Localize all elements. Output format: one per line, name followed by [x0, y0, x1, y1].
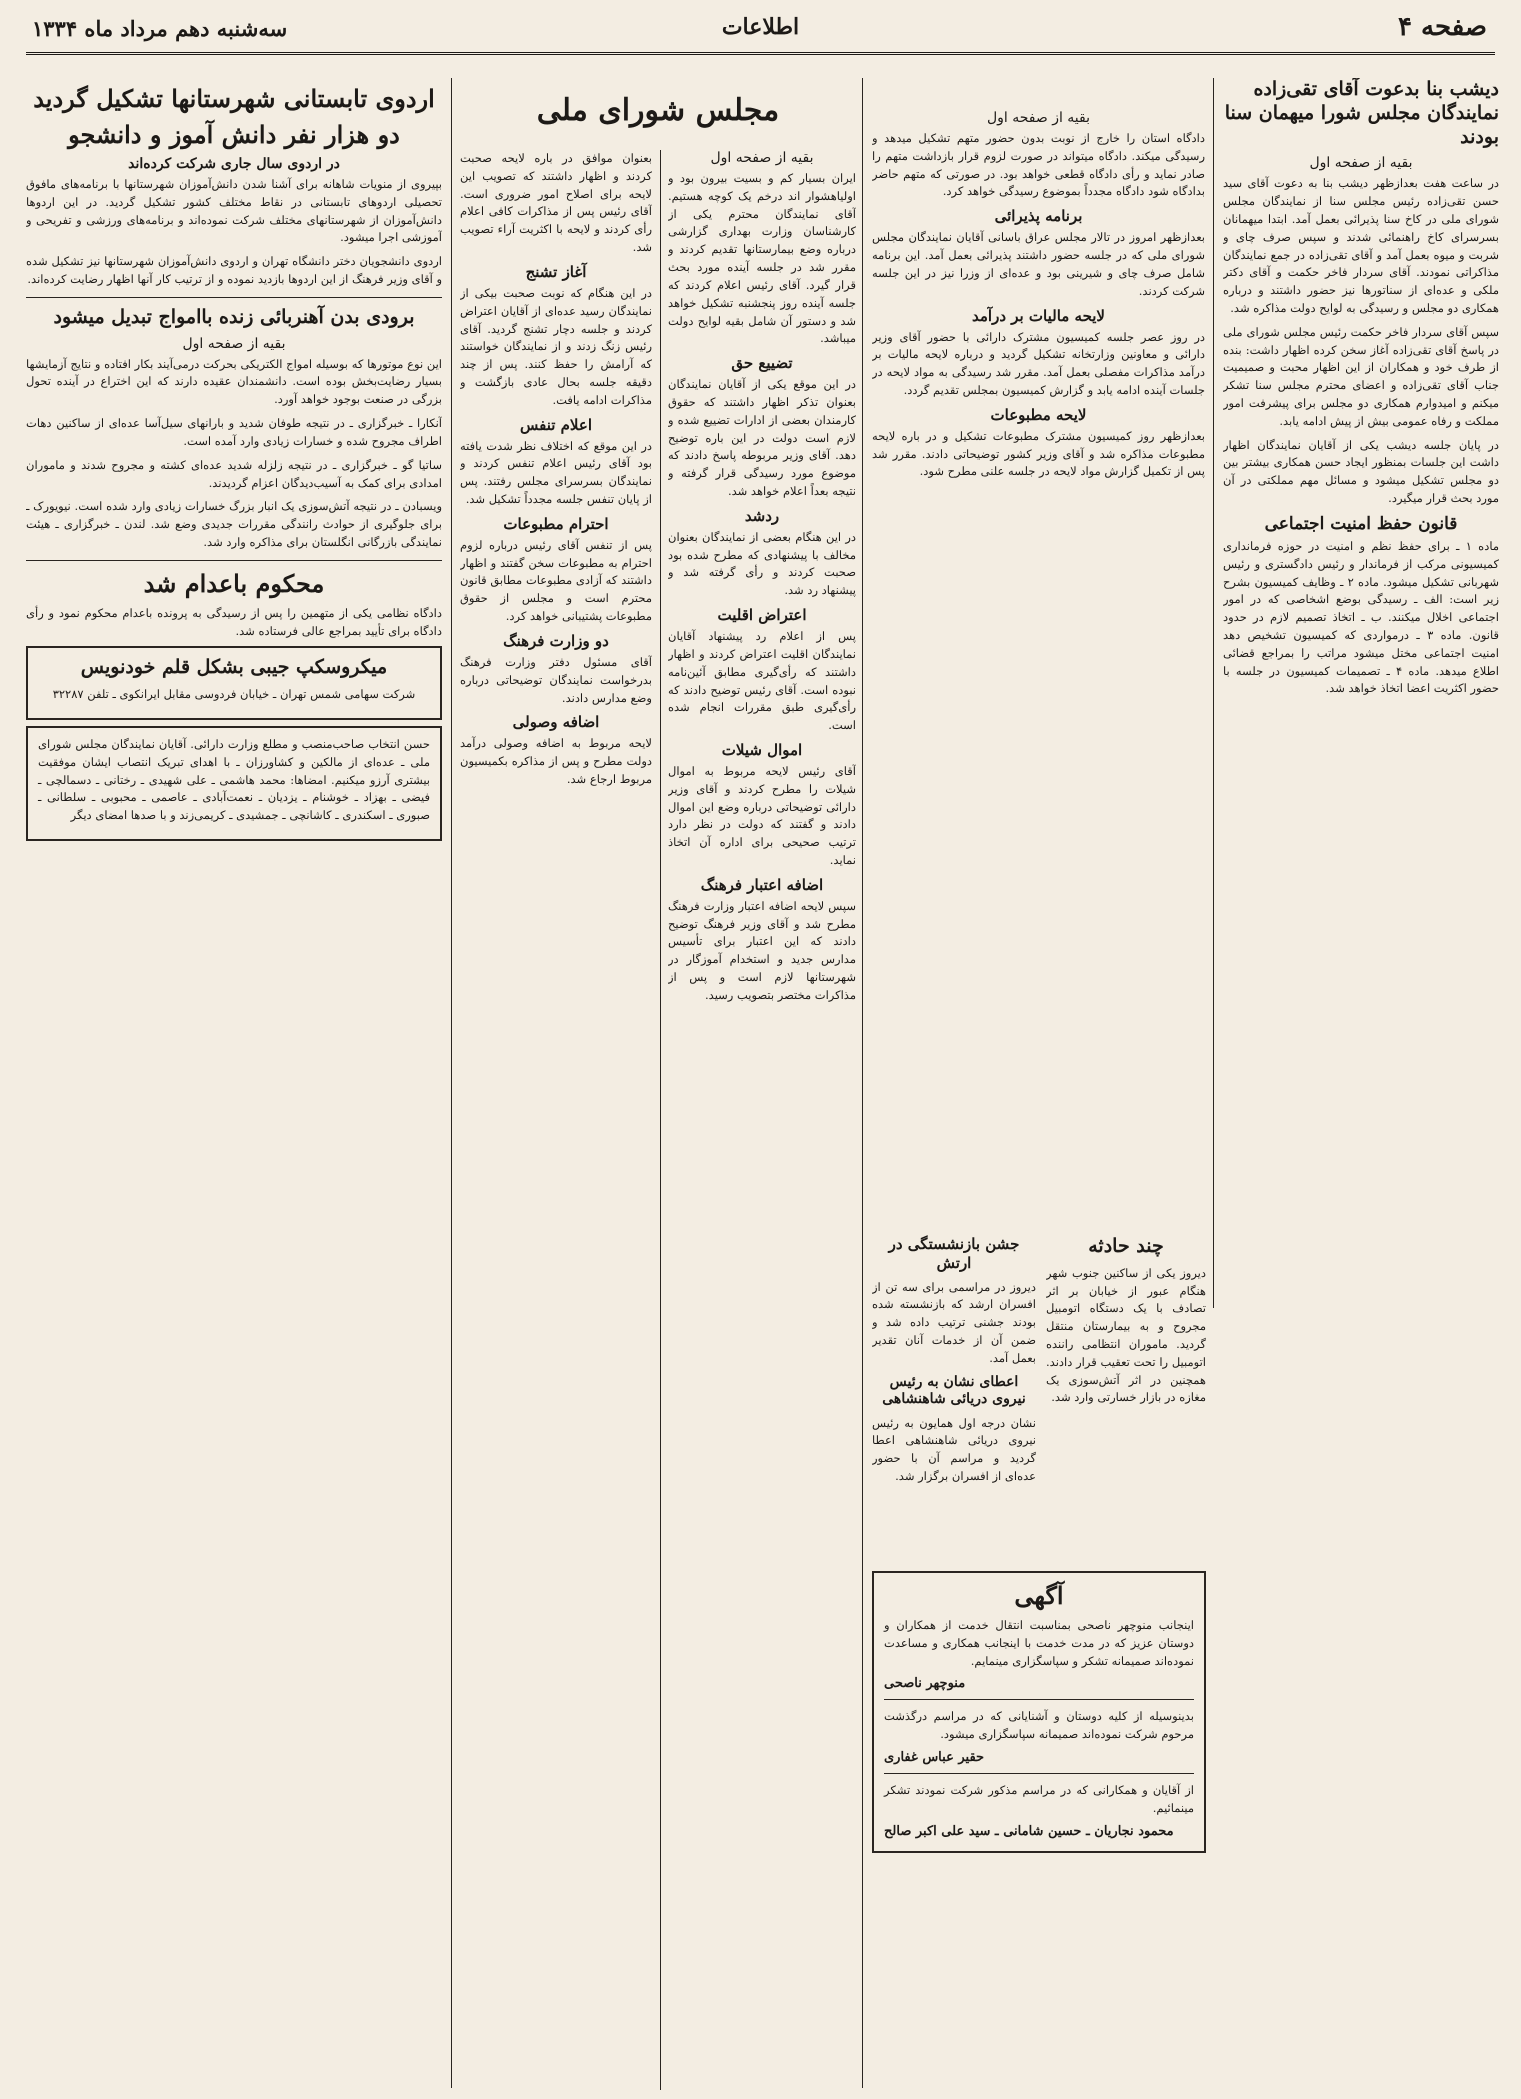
newspaper-name: اطلاعات: [721, 14, 800, 40]
notice-army: [872, 1235, 1036, 1555]
page-number: صفحه ۴: [1398, 12, 1487, 42]
notice-title: چند حادثه: [1088, 1235, 1164, 1257]
ad-congratulations: [26, 726, 442, 841]
column-right: [1223, 78, 1499, 2088]
continued-label: بقیه از صفحه اول: [1309, 155, 1413, 172]
article-text: سپس لایحه اضافه اعتبار وزارت فرهنگ مطرح شد و آقای وزیر فرهنگ توضیح دادند که این اعتبار برای تأسیس مدارس جدید و استخدام آموزگار در شهرستانها لازم است و پس از مذاکرات مختصر بتصویب رسید.: [668, 898, 856, 1002]
section-heading: لایحه مطبوعات: [990, 405, 1087, 424]
article-text: دادگاه استان را خارج از نوبت بدون حضور متهم تشکیل میدهد و رسیدگی میکند. دادگاه میتواند در صورت لزوم قرار بازداشت متهم را صادر نماید و رأی دادگاه قطعی خواهد بود. در صورتی که متهم حاضر بدادگاه شود دادگاه مجدداً بموضوع رسیدگی خواهد کرد.: [872, 131, 1205, 199]
column-divider: [862, 78, 863, 2088]
subheadline: در اردوی سال جاری شرکت کرده‌اند: [128, 156, 340, 172]
section-heading: اضافه اعتبار فرهنگ: [700, 875, 824, 894]
article-text: بعدازظهر روز کمیسیون مشترک مطبوعات تشکیل و در باره لایحه مطبوعات مذاکره شد و آقای وزیر کشور توضیحاتی دادند. مقرر شد پس از تکمیل گزارش مواد لایحه در جلسه علنی مطرح شود.: [872, 428, 1205, 479]
continued-label: بقیه از صفحه اول: [986, 110, 1091, 126]
masthead: [0, 0, 1521, 68]
notice-title: جشن بازنشستگی در ارتش: [888, 1235, 1020, 1272]
notice-text: دیروز یکی از ساکنین جنوب شهر هنگام عبور از خیابان بر اثر تصادف با یک دستگاه اتومبیل مجروح و به بیمارستان منتقل گردید. ماموران انتظامی راننده اتومبیل را تحت تعقیب قرار دادند. همچنین در اثر آتش‌سوزی یک مغازه در بازار خسارتی وارد شد.: [1046, 1265, 1206, 1405]
ad-title: میکروسکپ جیبی بشکل قلم خودنویس: [80, 656, 388, 679]
column-left: [26, 84, 442, 2084]
notice-signature: حقیر عباس غفاری: [884, 1750, 985, 1766]
article-text: آقای مسئول دفتر وزارت فرهنگ بدرخواست نمایندگان توضیحاتی درباره وضع مدارس دادند.: [460, 654, 652, 705]
section-heading: اموال شیلات: [721, 740, 803, 759]
notice-text: از آقایان و همکارانی که در مراسم مذکور شرکت نمودند تشکر مینمائیم.: [884, 1783, 1194, 1815]
headline-camp: اردوی تابستانی شهرستانها تشکیل گردید: [33, 84, 435, 113]
divider: [26, 297, 442, 298]
notice-title: آگهی: [1014, 1581, 1064, 1610]
article-text: بپیروی از منویات شاهانه برای آشنا شدن دانش‌آموزان شهرستانها با برنامه‌های مافوق تحصیلی اردوهای تابستانی در نقاط مختلف کشور تشکیل گردید. در این اردوها دانش‌آموزان از شهرستانهای مختلف شرکت نموده‌اند و برنامه‌های ورزشی و تفریحی و آموزشی اجرا میشود.: [26, 177, 442, 245]
article-text: اردوی دانشجویان دختر دانشگاه تهران و اردوی دانش‌آموزان شهرستانها نیز تشکیل شده و آقای وزیر فرهنگ از این اردوها بازدید نموده و از ترتیب کار آنها اظهار رضایت کرده‌اند.: [26, 254, 442, 287]
article-text: در پایان جلسه دیشب یکی از آقایان نمایندگان اظهار داشت این جلسات بمنظور ایجاد حسن همکاری بیشتر بین دو مجلس تشکیل میشود و مسائل مهم مملکتی در آن مورد بحث قرار میگیرد.: [1223, 437, 1499, 506]
article-text: پس از تنفس آقای رئیس درباره لزوم احترام به مطبوعات سخن گفتند و اظهار داشتند که آزادی مطبوعات مطابق قانون محترم است و مجلس از حقوق مطبوعات پشتیبانی خواهد کرد.: [460, 537, 652, 624]
article-text: آنکارا ـ خبرگزاری ـ در نتیجه طوفان شدید و بارانهای سیل‌آسا عده‌ای از ساکنین دهات اطراف مجروح شده و خسارات زیادی وارد آمده است.: [26, 416, 442, 448]
section-heading: آغاز تشنج: [525, 262, 587, 281]
article-text: این نوع موتورها که بوسیله امواج الکتریکی بحرکت درمی‌آیند بکار افتاده و نتایج آزمایشها بسیار رضایت‌بخش بوده است. دانشمندان عقیده دارند که این اختراع در آینده تحول بزرگی در صنعت بوجود خواهد آورد.: [26, 356, 442, 407]
headline-verdict: محکوم باعدام شد: [143, 568, 325, 598]
column-center: [668, 150, 856, 2080]
section-heading: اضافه وصولی: [512, 713, 600, 732]
article-text: در روز عصر جلسه کمیسیون مشترک دارائی با حضور آقای وزیر دارائی و معاونین وزارتخانه تشکیل گردید و درباره لایحه مالیات بر درآمد مذاکرات مفصلی بعمل آمد. مقرر شد رسیدگی به مواد لایحه در جلسات آینده ادامه یابد و گزارش کمیسیون بمجلس تقدیم گردد.: [872, 329, 1205, 397]
article-text: ویسبادن ـ در نتیجه آتش‌سوزی یک انبار بزرگ خسارات زیادی وارد شده است. نیویورک ـ برای جلوگیری از حوادث رانندگی مقررات جدیدی وضع شد. لندن ـ خبرگزاری ـ هیئت نمایندگی بازرگانی انگلستان برای مذاکره وارد شد.: [26, 499, 442, 549]
column-divider: [660, 150, 661, 2090]
divider: [26, 560, 442, 561]
section-heading: احترام مطبوعات: [503, 514, 609, 533]
article-text: ماده ۱ ـ برای حفظ نظم و امنیت در حوزه فرمانداری کمیسیونی مرکب از فرماندار و رئیس دادگستری و رئیس شهربانی تشکیل میشود. ماده ۲ ـ وظایف کمیسیون بشرح زیر است: الف ـ رسیدگی بوضع اشخاصی که در امور اجتماعی اخلال میکنند. ب ـ اتخاذ تصمیم لازم در حدود قانون. ماده ۳ ـ درمواردی که کمیسیون تشخیص دهد امنیت اجتماعی مختل میشود مراتب را بمراجع قضائی اطلاع میدهد. ماده ۴ ـ تصمیمات کمیسیون در جلسه با حضور اکثریت اعضا اتخاذ خواهد شد.: [1223, 538, 1499, 696]
masthead-rule: [26, 52, 1495, 55]
article-text: در این هنگام بعضی از نمایندگان بعنوان مخالف با پیشنهادی که مطرح شده بود صحبت کردند و رأی گرفته شد و پیشنهاد رد شد.: [668, 529, 856, 598]
article-text: ایران بسیار کم و بسیت بیرون بود و اولیاهشوار اند درخم یک کوچه هستیم. آقای نمایندگان محترم یکی از کارشناسان وزارت بهداری گزارشی درباره وضع بیمارستانها تقدیم کردند و مقرر شد در جلسه آینده مورد بحث قرار گیرد. آقای رئیس اعلام کردند که جلسه آینده روز پنجشنبه تشکیل خواهد شد و دستور آن شامل بقیه لوایح دولت میباشد.: [668, 171, 856, 346]
ad-text: شرکت سهامی شمس تهران ـ خیابان فردوسی مقابل ایرانکوی ـ تلفن ۳۲۲۸۷: [52, 687, 416, 702]
section-heading: برنامه پذیرائی: [994, 207, 1083, 226]
column-midright: [872, 110, 1205, 1230]
section-heading: تضییع حق: [731, 354, 793, 373]
article-text: ساتیا گو ـ خبرگزاری ـ در نتیجه زلزله شدید عده‌ای کشته و مجروح شدند و ماموران امدادی برای کمک به آسیب‌دیدگان اعزام گردیدند.: [26, 457, 442, 490]
divider: [884, 1699, 1194, 1700]
column-divider: [1213, 78, 1214, 1308]
notice-text: بدینوسیله از کلیه دوستان و آشنایانی که در مراسم درگذشت مرحوم شرکت نموده‌اند صمیمانه سپاسگزاری میشود.: [884, 1709, 1194, 1742]
article-text: بعدازظهر امروز در تالار مجلس عراق باسانی آقایان نمایندگان مجلس شورای ملی که در جلسه حضور داشتند پذیرائی بعمل آمد. این برنامه شامل صرف چای و شیرینی بود و عده‌ای از وزرا نیز در این جلسه شرکت کردند.: [872, 230, 1205, 298]
notice-title: اعطای نشان به رئیس نیروی دریائی شاهنشاهی: [882, 1373, 1026, 1408]
section-heading: اعلام تنفس: [520, 415, 592, 434]
headline-science: برودی بدن آهنربائی زنده باامواج تبدیل میشود: [53, 305, 415, 328]
continued-label: بقیه از صفحه اول: [710, 150, 814, 166]
article-text: در این موقع یکی از آقایان نمایندگان بعنوان تذکر اظهار داشتند که حقوق کارمندان بعضی از ادارات تضییع شده و لازم است دولت در این باره توضیح دهد. آقای وزیر مربوطه پاسخ دادند که موضوع مورد رسیدگی قرار گرفته و نتیجه بعداً اعلام خواهد شد.: [668, 377, 856, 498]
headline-parliament: مجلس شورای ملی: [536, 93, 780, 128]
notice-signature: محمود نجاریان ـ حسین شامانی ـ سید علی اکبر صالح: [884, 1823, 1174, 1839]
notice-text: نشان درجه اول همایون به رئیس نیروی دریائی شاهنشاهی اعطا گردید و مراسم آن با حضور عده‌ای از افسران برگزار شد.: [872, 1415, 1036, 1483]
notice-signature: منوچهر ناصحی: [884, 1676, 966, 1692]
notice-incidents: [1046, 1235, 1206, 1555]
parliament-headline-box: [461, 92, 855, 152]
column-midleft: [460, 150, 652, 2080]
ad-notice: [872, 1565, 1206, 2080]
headline-senate: دیشب بنا بدعوت آقای تقی‌زاده نمایندگان مجلس شورا میهمان سنا بودند: [1224, 78, 1499, 148]
section-heading: دو وزارت فرهنگ: [503, 631, 609, 650]
section-heading: ردشد: [744, 506, 780, 525]
article-text: در این موقع که اختلاف نظر شدت یافته بود آقای رئیس اعلام تنفس کردند و نمایندگان بسرسرای مجلس رفتند. پس از پایان تنفس جلسه مجدداً تشکیل شد.: [460, 438, 652, 506]
article-text: در این هنگام که نوبت صحبت بیکی از نمایندگان رسید عده‌ای از آقایان اعتراض کردند و جلسه دچار تشنج گردید. آقای رئیس زنگ زدند و از نمایندگان خواستند که آرامش را حفظ کنند. پس از چند دقیقه جلسه بحال عادی بازگشت و مذاکرات ادامه یافت.: [460, 285, 652, 407]
article-text: دادگاه نظامی یکی از متهمین را پس از رسیدگی به پرونده باعدام محکوم نمود و رأی دادگاه برای تأیید بمراجع عالی فرستاده شد.: [26, 605, 442, 638]
article-text: بعنوان موافق در باره لایحه صحبت کردند و اظهار داشتند که تصویب این لایحه برای اصلاح امور ضروری است. آقای رئیس پس از مذاکرات کافی اعلام رأی کردند و لایحه با اکثریت آراء تصویب شد.: [460, 151, 652, 255]
section-heading: اعتراض اقلیت: [717, 606, 807, 625]
section-heading: قانون حفظ امنیت اجتماعی: [1264, 513, 1458, 534]
column-divider: [451, 78, 452, 2088]
notice-text: دیروز در مراسمی برای سه تن از افسران ارشد که بازنشسته شده بودند جشنی ترتیب داده شد و ضمن آن از خدمات آنان تقدیر بعمل آمد.: [872, 1279, 1036, 1365]
section-heading: لایحه مالیات بر درآمد: [972, 306, 1105, 325]
article-text: سپس آقای سردار فاخر حکمت رئیس مجلس شورای ملی در پاسخ آقای تقی‌زاده آغاز سخن کرده اظهار داشت: بنده از طرف خود و همکاران از این اظهار محبت و صمیمیت جناب آقای تقی‌زاده و اعضای محترم مجلس سنا تشکر میکنم و امیدوارم همکاری دو مجلس برای پیشرفت امور مملکت و رفاه عمومی بیش از پیش ادامه یابد.: [1223, 324, 1499, 428]
divider: [884, 1773, 1194, 1774]
article-text: پس از اعلام رد پیشنهاد آقایان نمایندگان اقلیت اعتراض کردند و اظهار داشتند که رأی‌گیری مطابق آئین‌نامه نبوده است. آقای رئیس توضیح دادند که رأی‌گیری طبق مقررات انجام شده است.: [668, 629, 856, 733]
headline-students: دو هزار نفر دانش آموز و دانشجو: [68, 120, 400, 149]
continued-label: بقیه از صفحه اول: [182, 335, 286, 352]
ad-microscope: [26, 646, 442, 720]
ad-text: حسن انتخاب صاحب‌منصب و مطلع وزارت دارائی. آقایان نمایندگان مجلس شورای ملی ـ عده‌ای از مالکین و کشاورزان ـ با اهدای تبریک انتصاب ایشان موفقیت بیشتری آرزو میکنیم. امضاها: محمد هاشمی ـ علی شهیدی ـ رختانی ـ دسمالچی ـ فیضی ـ بهزاد ـ خوشنام ـ یزدیان ـ نعمت‌آبادی ـ عاصمی ـ محبوبی ـ سلطانی ـ صبوری ـ اسکندری ـ کاشانچی ـ جمشیدی ـ کریمی‌زند و با صدها امضای دیگر: [38, 736, 430, 823]
notice-box: [872, 1571, 1206, 1853]
notice-text: اینجانب منوچهر ناصحی بمناسبت انتقال خدمت از همکاران و دوستان عزیز که در مدت خدمت با اینجانب همکاری و مساعدت نموده‌اند صمیمانه تشکر و سپاسگزاری مینمایم.: [884, 1618, 1194, 1668]
article-text: لایحه مربوط به اضافه وصولی درآمد دولت مطرح و پس از مذاکره بکمیسیون مربوط ارجاع شد.: [460, 736, 652, 786]
article-text: در ساعت هفت بعدازظهر دیشب بنا به دعوت آقای سید حسن تقی‌زاده رئیس مجلس سنا از نمایندگان مجلس شورای ملی در کاخ سنا پذیرائی بعمل آمد. ابتدا میهمانان بسرسرای کاخ راهنمائی شدند و سپس صرف چای و شربت و میوه بعمل آمد و آقای تقی‌زاده در جمع نمایندگان مذاکراتی نمودند. آقای سردار فاخر حکمت و آقای دکتر ملکی و عده‌ای از سناتورها نیز حضور داشتند و درباره همکاری دو مجلس و رسیدگی به لوایح دولت مذاکره شد.: [1223, 176, 1499, 315]
issue-date: سه‌شنبه دهم مرداد ماه ۱۳۳۴: [32, 16, 288, 41]
article-text: آقای رئیس لایحه مربوط به اموال شیلات را مطرح کردند و آقای وزیر دارائی توضیحاتی درباره وضع این اموال دادند و گفتند که دولت در نظر دارد ترتیب صحیحی برای اداره آن اتخاذ نماید.: [668, 763, 856, 867]
